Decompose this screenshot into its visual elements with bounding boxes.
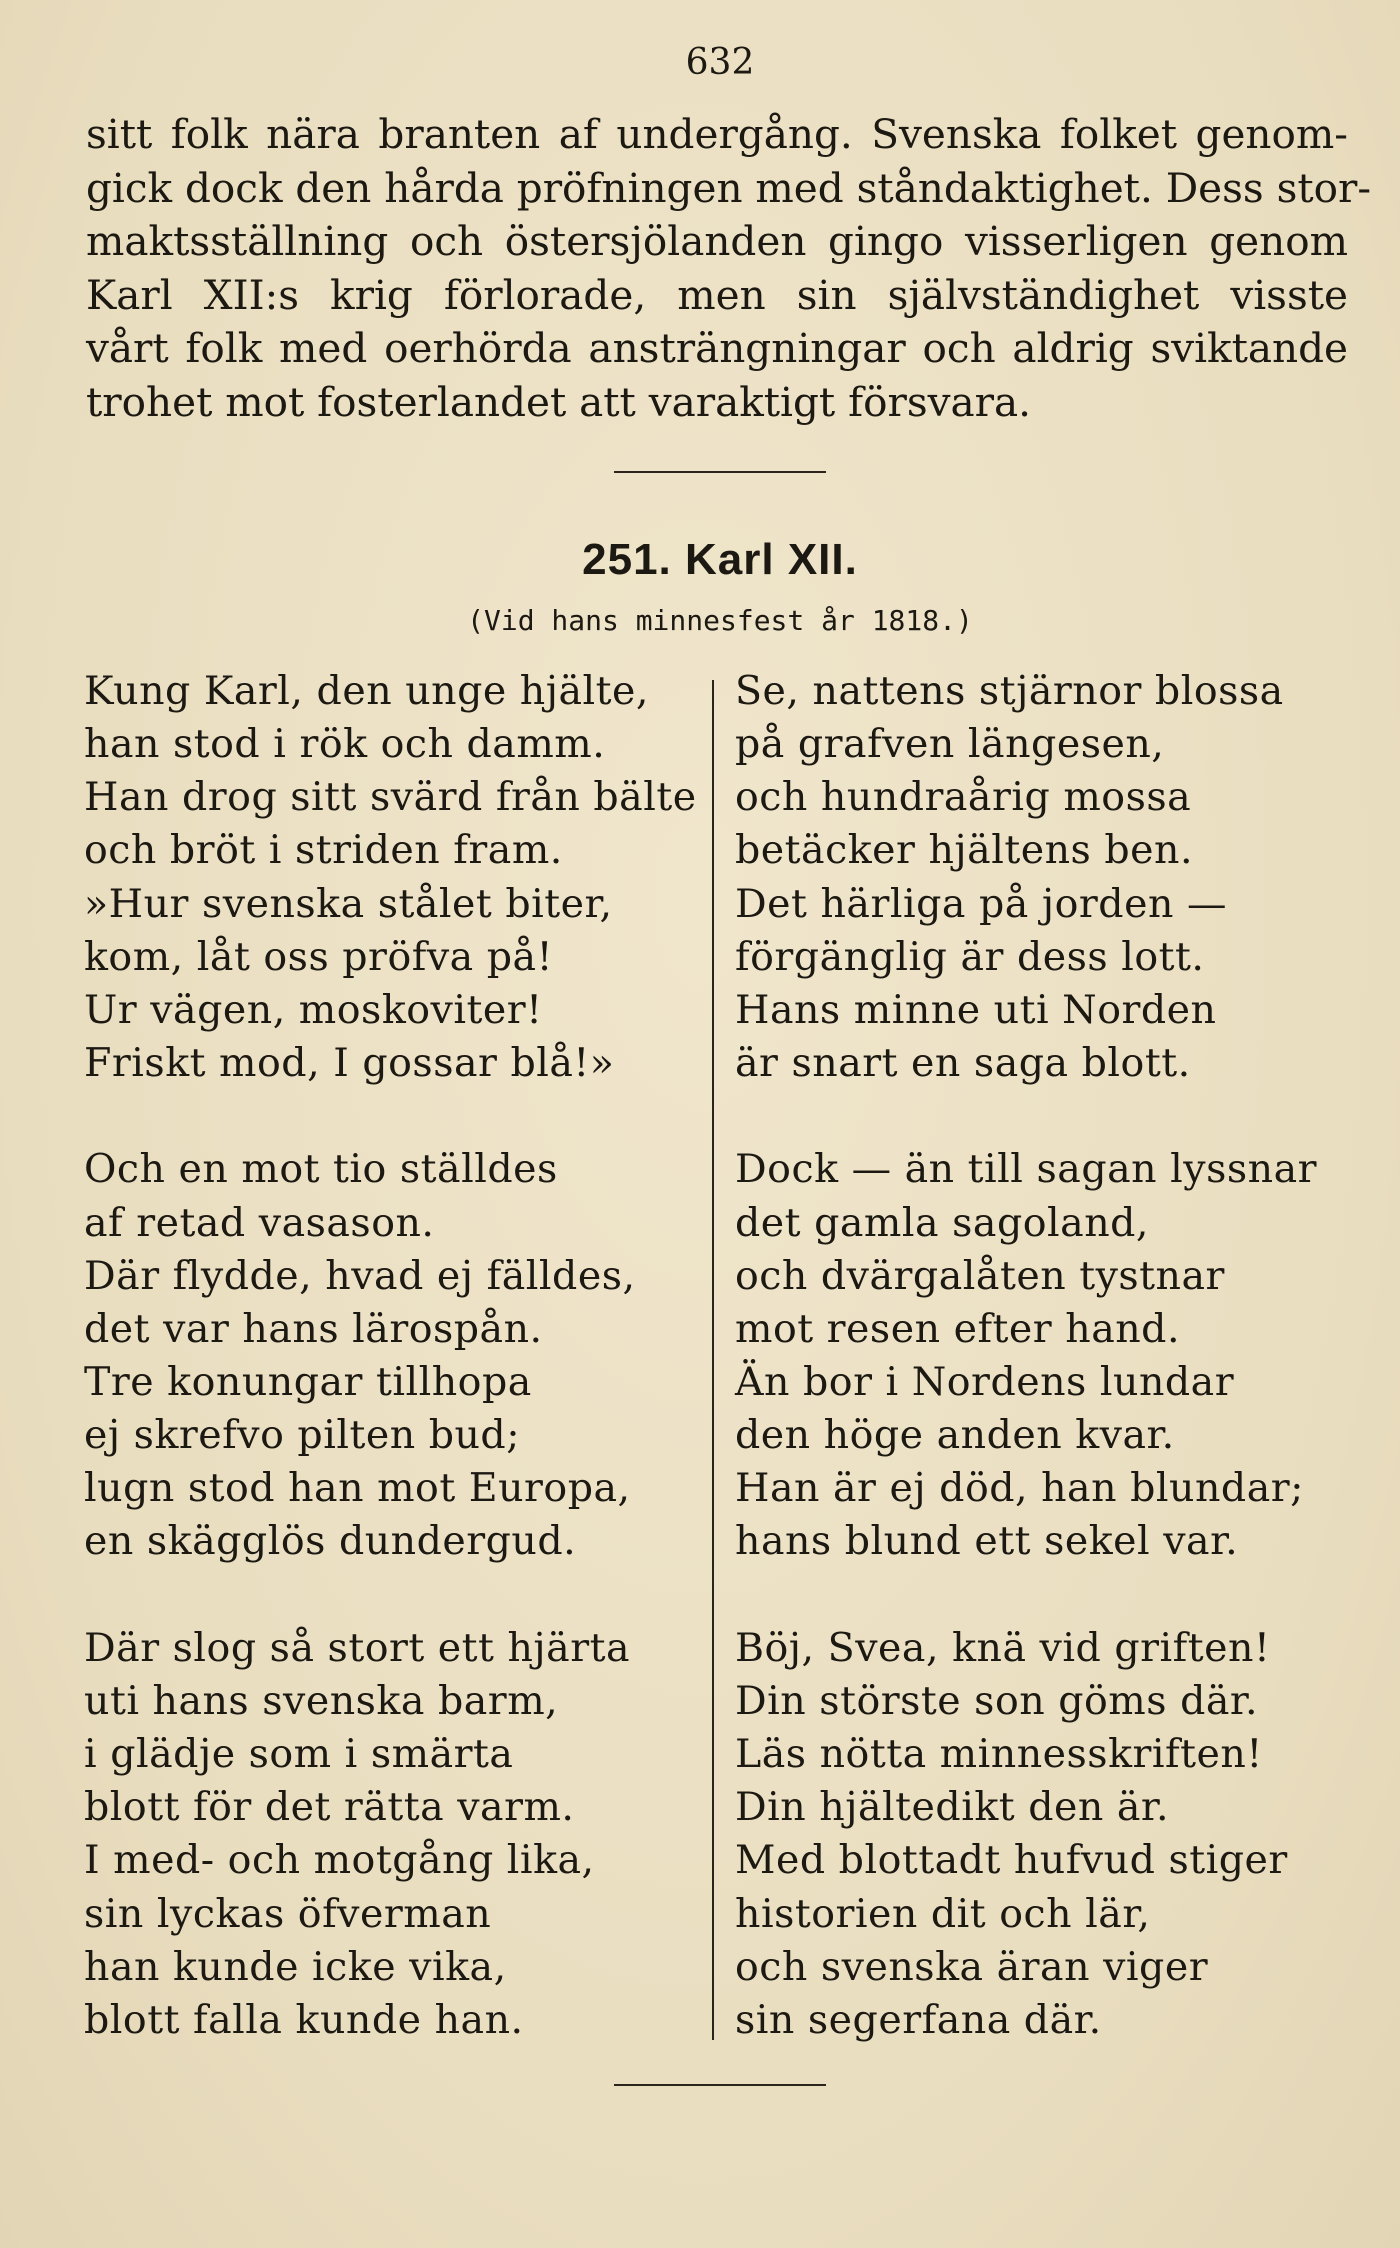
verse-line: Han är ej död, han blundar;	[735, 1465, 1304, 1512]
stanza	[84, 1622, 704, 2047]
verse-line: I med- och motgång lika,	[84, 1837, 595, 1884]
verse-line: Ur vägen, moskoviter!	[84, 986, 543, 1033]
verse-line: Med blottadt hufvud stiger	[735, 1837, 1288, 1884]
poem-title: 251. Karl XII.	[582, 535, 858, 584]
prose-line: sitt folk nära branten af undergång. Svenska folket genom-	[86, 110, 1348, 158]
verse-line: han kunde icke vika,	[84, 1943, 507, 1990]
verse-line: Böj, Svea, knä vid griften!	[735, 1624, 1271, 1671]
verse-line: och dvärgalåten tystnar	[735, 1252, 1225, 1299]
verse-line: Friskt mod, I gossar blå!»	[84, 1040, 615, 1087]
verse-line: betäcker hjältens ben.	[735, 827, 1193, 874]
verse-line: i glädje som i smärta	[84, 1731, 514, 1778]
column-divider	[712, 680, 714, 2040]
verse-line: Se, nattens stjärnor blossa	[735, 668, 1284, 714]
prose-line: vårt folk med oerhörda ansträngningar och aldrig sviktande	[86, 324, 1348, 373]
verse-line: af retad vasason.	[84, 1199, 435, 1246]
verse-line: det var hans lärospån.	[84, 1305, 543, 1352]
verse-line: på grafven längesen,	[735, 721, 1165, 768]
verse-line: Din hjältedikt den är.	[735, 1784, 1170, 1831]
verse-line: Än bor i Nordens lundar	[735, 1359, 1235, 1406]
end-divider	[614, 2084, 826, 2086]
verse-line: kom, låt oss pröfva på!	[84, 933, 553, 980]
stanza	[735, 665, 1355, 1090]
verse-line: uti hans svenska barm,	[84, 1677, 559, 1724]
verse-line: ej skrefvo pilten bud;	[84, 1412, 521, 1459]
verse-line: Där flydde, hvad ej fälldes,	[84, 1252, 636, 1299]
page-number: 632	[685, 42, 755, 83]
verse-line: Din störste son göms där.	[735, 1677, 1259, 1724]
prose-paragraph	[86, 108, 1372, 430]
prose-line: trohet mot fosterlandet att varaktigt försvara.	[86, 377, 1032, 426]
verse-line: Hans minne uti Norden	[735, 986, 1217, 1033]
verse-line: och bröt i striden fram.	[84, 827, 563, 874]
verse-line: den höge anden kvar.	[735, 1412, 1175, 1459]
verse-line: han stod i rök och damm.	[84, 721, 606, 768]
verse-line: Tre konungar tillhopa	[84, 1359, 532, 1406]
prose-line: gick dock den hårda pröfningen med ståndaktighet. Dess stor-	[86, 163, 1372, 212]
verse-line: historien dit och lär,	[735, 1890, 1151, 1937]
verse-line: Där slog så stort ett hjärta	[84, 1624, 631, 1671]
verse-line: Och en mot tio ställdes	[84, 1146, 558, 1193]
stanza	[84, 1143, 704, 1568]
poem-column-left	[84, 665, 704, 2100]
verse-line: Läs nötta minnesskriften!	[735, 1731, 1263, 1778]
verse-line: förgänglig är dess lott.	[735, 933, 1205, 980]
verse-line: »Hur svenska stålet biter,	[84, 880, 613, 927]
stanza	[735, 1622, 1355, 2047]
verse-line: är snart en saga blott.	[735, 1040, 1191, 1087]
verse-line: Han drog sitt svärd från bälte	[84, 774, 697, 821]
verse-line: mot resen efter hand.	[735, 1305, 1181, 1352]
verse-line: Det härliga på jorden —	[735, 880, 1227, 927]
verse-line: Dock — än till sagan lyssnar	[735, 1146, 1318, 1193]
verse-line: hans blund ett sekel var.	[735, 1518, 1239, 1565]
poem-column-right	[735, 665, 1355, 2100]
verse-line: en skägglös dundergud.	[84, 1518, 577, 1565]
stanza	[84, 665, 704, 1090]
verse-line: Kung Karl, den unge hjälte,	[84, 668, 649, 714]
verse-line: och svenska äran viger	[735, 1943, 1209, 1990]
prose-line: maktsställning och östersjölanden gingo visserligen genom	[86, 217, 1348, 266]
verse-line: blott för det rätta varm.	[84, 1784, 575, 1831]
prose-line: Karl XII:s krig förlorade, men sin självständighet visste	[86, 270, 1348, 319]
verse-line: och hundraårig mossa	[735, 774, 1192, 821]
verse-line: lugn stod han mot Europa,	[84, 1465, 631, 1512]
verse-line: sin lyckas öfverman	[84, 1890, 492, 1937]
verse-line: det gamla sagoland,	[735, 1199, 1149, 1246]
verse-line: blott falla kunde han.	[84, 1996, 524, 2043]
poem-subtitle: (Vid hans minnesfest år 1818.)	[467, 604, 973, 637]
section-divider	[614, 471, 826, 473]
stanza	[735, 1143, 1355, 1568]
verse-line: sin segerfana där.	[735, 1996, 1102, 2043]
